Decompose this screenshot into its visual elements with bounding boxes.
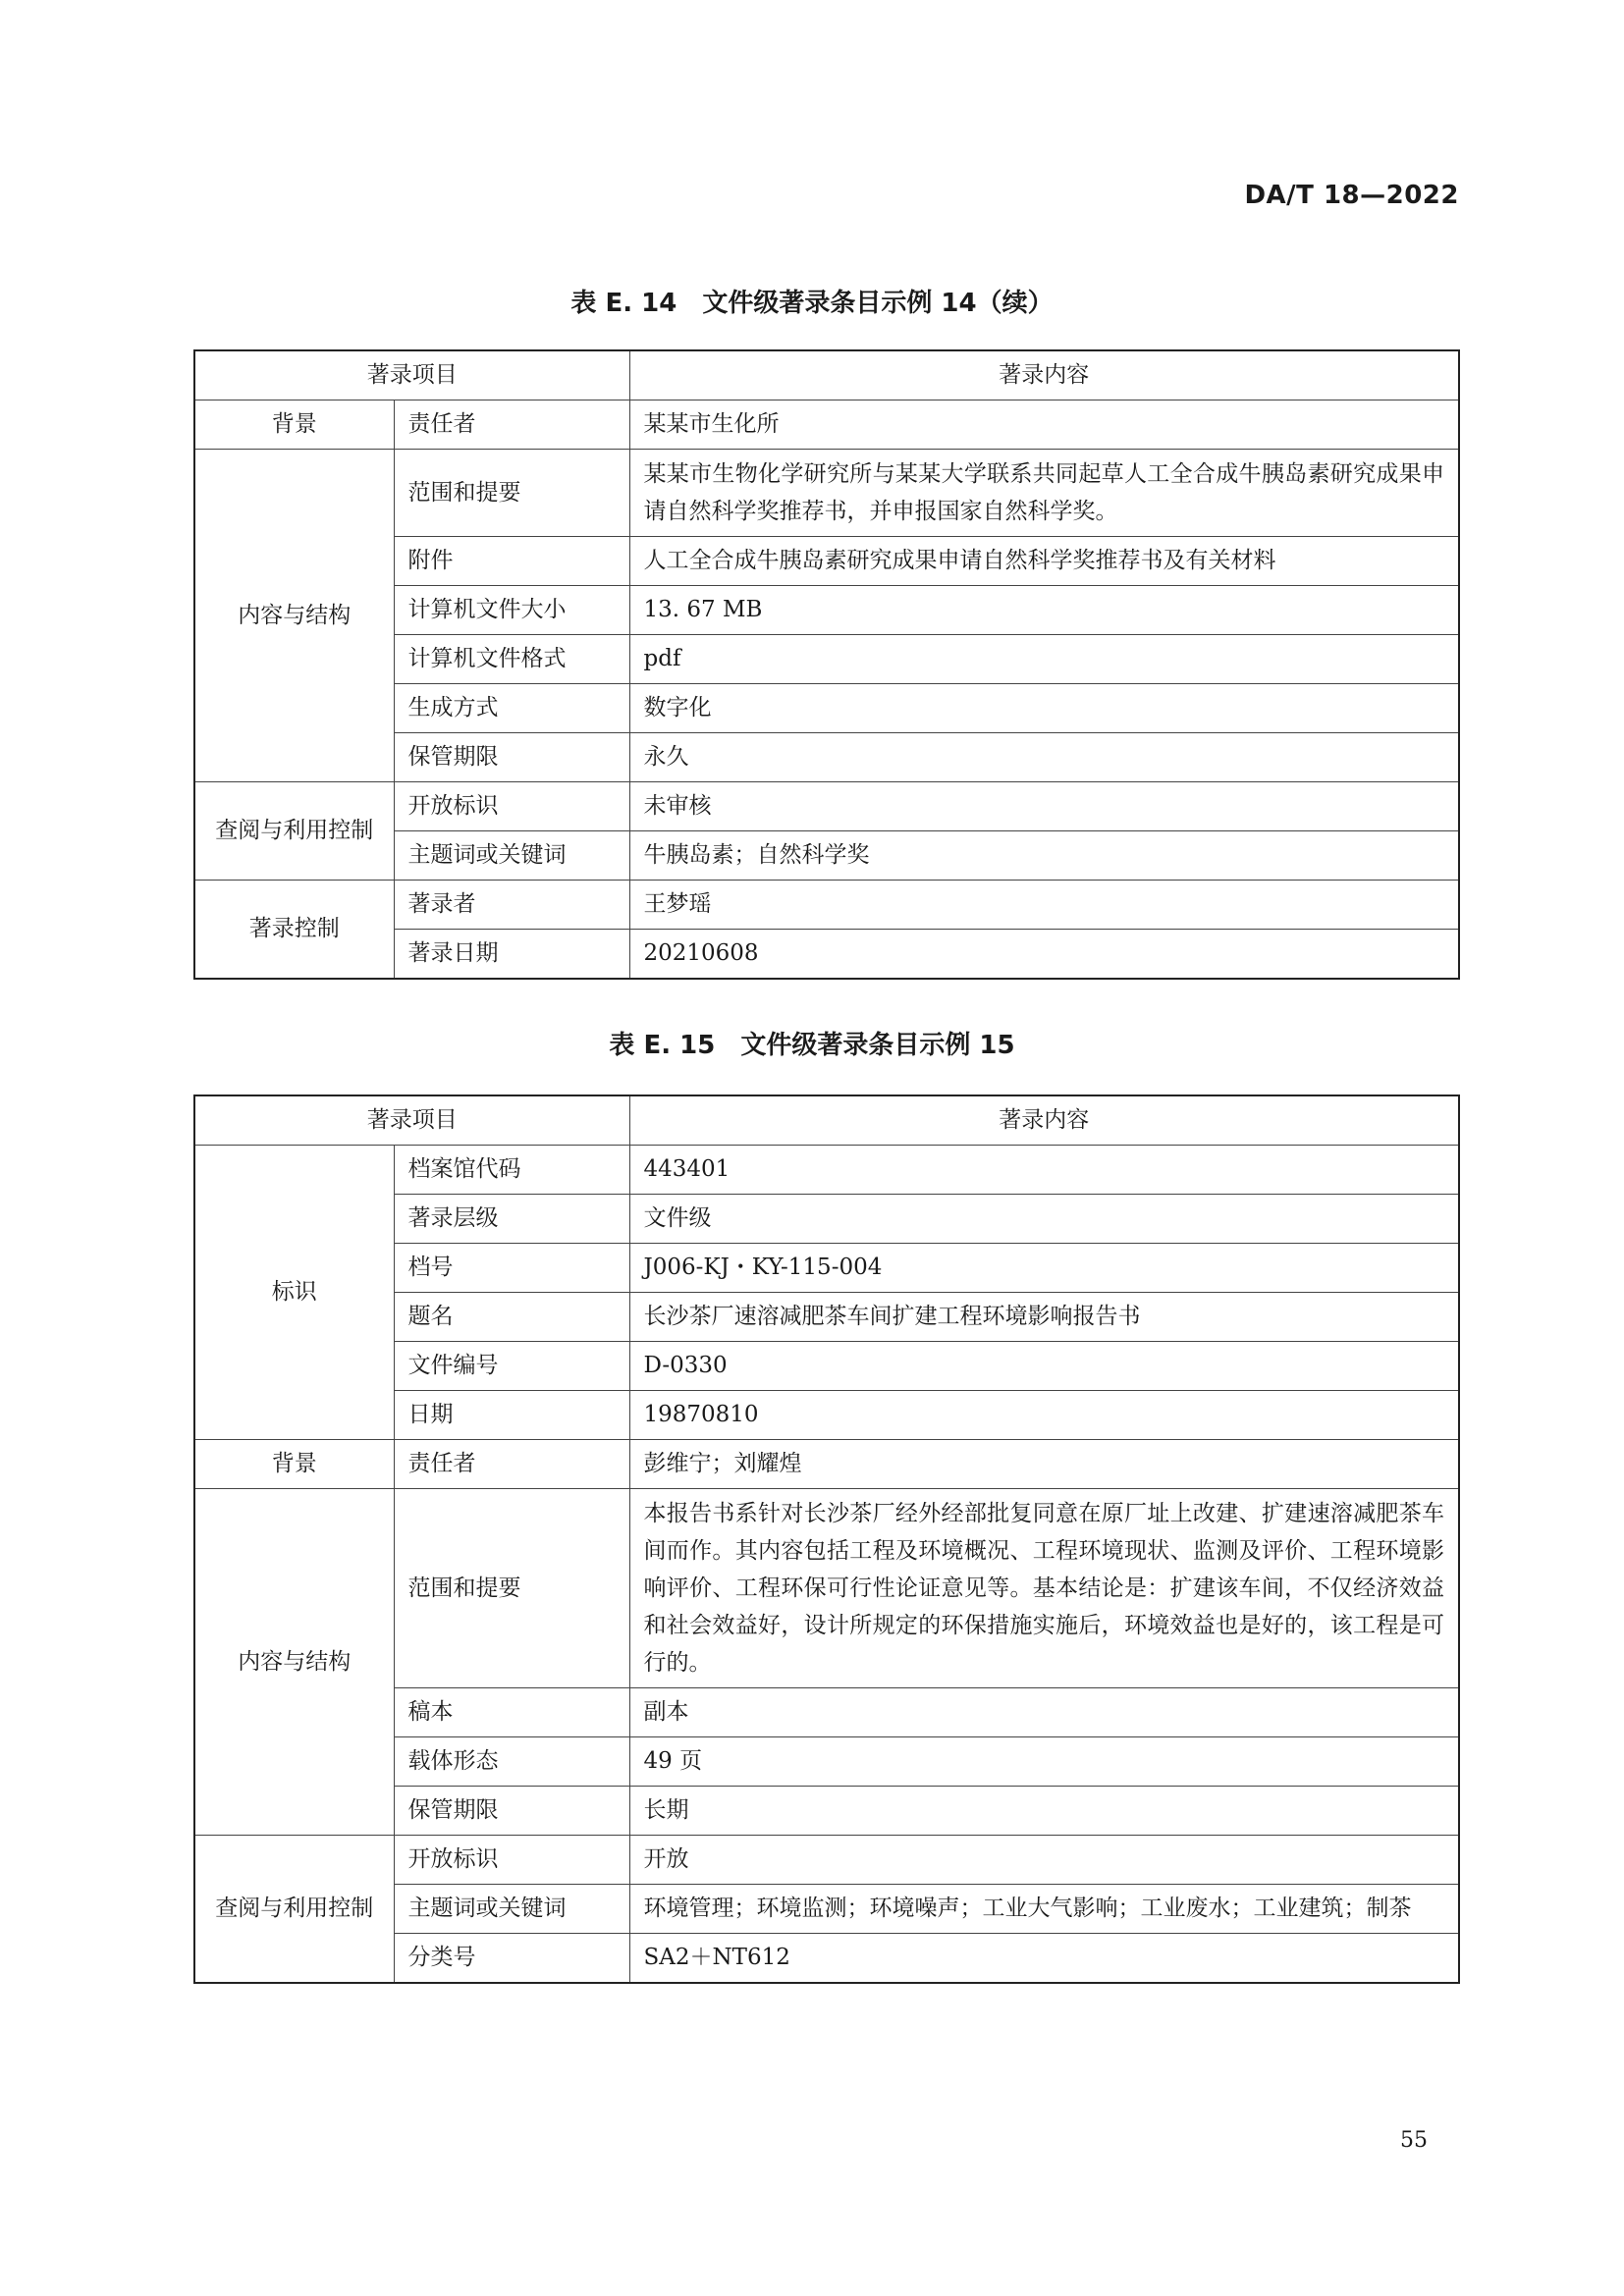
value-cell: 环境管理；环境监测；环境噪声；工业大气影响；工业废水；工业建筑；制茶 xyxy=(629,1885,1459,1934)
table-row xyxy=(194,881,1459,930)
value-cell: 彭维宁；刘耀煌 xyxy=(629,1440,1459,1489)
category-cell: 查阅与利用控制 xyxy=(194,1836,394,1984)
table-header-row xyxy=(194,350,1459,400)
item-cell: 计算机文件格式 xyxy=(394,635,629,684)
table-row xyxy=(194,450,1459,537)
item-cell: 责任者 xyxy=(394,1440,629,1489)
value-cell: SA2＋NT612 xyxy=(629,1934,1459,1984)
table-row xyxy=(194,782,1459,831)
value-cell: 永久 xyxy=(629,733,1459,782)
item-cell: 著录层级 xyxy=(394,1195,629,1244)
value-cell: 未审核 xyxy=(629,782,1459,831)
item-cell: 主题词或关键词 xyxy=(394,831,629,881)
item-cell: 开放标识 xyxy=(394,782,629,831)
column-header-item: 著录项目 xyxy=(194,1095,629,1146)
value-cell: 人工全合成牛胰岛素研究成果申请自然科学奖推荐书及有关材料 xyxy=(629,537,1459,586)
category-cell: 查阅与利用控制 xyxy=(194,782,394,881)
column-header-content: 著录内容 xyxy=(629,350,1459,400)
item-cell: 主题词或关键词 xyxy=(394,1885,629,1934)
value-cell: 长沙茶厂速溶减肥茶车间扩建工程环境影响报告书 xyxy=(629,1293,1459,1342)
table-caption: 表 E. 14 文件级著录条目示例 14（续） xyxy=(570,289,1054,318)
value-cell: 长期 xyxy=(629,1787,1459,1836)
item-cell: 稿本 xyxy=(394,1688,629,1737)
value-cell: J006-KJ・KY-115-004 xyxy=(629,1244,1459,1293)
column-header-content: 著录内容 xyxy=(629,1095,1459,1146)
item-cell: 附件 xyxy=(394,537,629,586)
item-cell: 生成方式 xyxy=(394,684,629,733)
value-cell: 443401 xyxy=(629,1146,1459,1195)
item-cell: 保管期限 xyxy=(394,1787,629,1836)
item-cell: 著录者 xyxy=(394,881,629,930)
standard-code: DA/T 18—2022 xyxy=(1244,181,1459,210)
category-cell: 背景 xyxy=(194,400,394,450)
item-cell: 日期 xyxy=(394,1391,629,1440)
value-cell: 文件级 xyxy=(629,1195,1459,1244)
item-cell: 文件编号 xyxy=(394,1342,629,1391)
catalog-table-e15 xyxy=(193,1095,1460,1984)
item-cell: 著录日期 xyxy=(394,930,629,980)
item-cell: 载体形态 xyxy=(394,1737,629,1787)
table-body xyxy=(194,1146,1459,1984)
value-cell: 本报告书系针对长沙茶厂经外经部批复同意在原厂址上改建、扩建速溶减肥茶车间而作。其内容包括工程及环境概况、工程环境现状、监测及评价、工程环境影响评价、工程环保可行性论证意见等。基本结论是：扩建该车间，不仅经济效益和社会效益好，设计所规定的环保措施实施后，环境效益也是好的，该工程是可行的。 xyxy=(629,1489,1459,1688)
category-cell: 著录控制 xyxy=(194,881,394,980)
category-cell: 标识 xyxy=(194,1146,394,1440)
value-cell: 王梦瑶 xyxy=(629,881,1459,930)
item-cell: 计算机文件大小 xyxy=(394,586,629,635)
table-caption: 表 E. 15 文件级著录条目示例 15 xyxy=(609,1031,1015,1060)
value-cell: 某某市生化所 xyxy=(629,400,1459,450)
value-cell: 副本 xyxy=(629,1688,1459,1737)
value-cell: 开放 xyxy=(629,1836,1459,1885)
page-number: 55 xyxy=(1400,2128,1428,2153)
value-cell: 13. 67 MB xyxy=(629,586,1459,635)
value-cell: 20210608 xyxy=(629,930,1459,980)
category-cell: 背景 xyxy=(194,1440,394,1489)
item-cell: 范围和提要 xyxy=(394,1489,629,1688)
value-cell: 数字化 xyxy=(629,684,1459,733)
value-cell: 19870810 xyxy=(629,1391,1459,1440)
value-cell: pdf xyxy=(629,635,1459,684)
item-cell: 档号 xyxy=(394,1244,629,1293)
category-cell: 内容与结构 xyxy=(194,1489,394,1836)
value-cell: D-0330 xyxy=(629,1342,1459,1391)
value-cell: 49 页 xyxy=(629,1737,1459,1787)
table-header-row xyxy=(194,1095,1459,1146)
table-row xyxy=(194,1440,1459,1489)
table-body xyxy=(194,400,1459,980)
table-row xyxy=(194,1836,1459,1885)
column-header-item: 著录项目 xyxy=(194,350,629,400)
value-cell: 某某市生物化学研究所与某某大学联系共同起草人工全合成牛胰岛素研究成果申请自然科学奖推荐书，并申报国家自然科学奖。 xyxy=(629,450,1459,537)
table-row xyxy=(194,1489,1459,1688)
item-cell: 题名 xyxy=(394,1293,629,1342)
item-cell: 责任者 xyxy=(394,400,629,450)
item-cell: 开放标识 xyxy=(394,1836,629,1885)
catalog-table-e14 xyxy=(193,349,1460,980)
item-cell: 保管期限 xyxy=(394,733,629,782)
value-cell: 牛胰岛素；自然科学奖 xyxy=(629,831,1459,881)
item-cell: 范围和提要 xyxy=(394,450,629,537)
item-cell: 档案馆代码 xyxy=(394,1146,629,1195)
item-cell: 分类号 xyxy=(394,1934,629,1984)
category-cell: 内容与结构 xyxy=(194,450,394,782)
table-row xyxy=(194,1146,1459,1195)
table-row xyxy=(194,400,1459,450)
